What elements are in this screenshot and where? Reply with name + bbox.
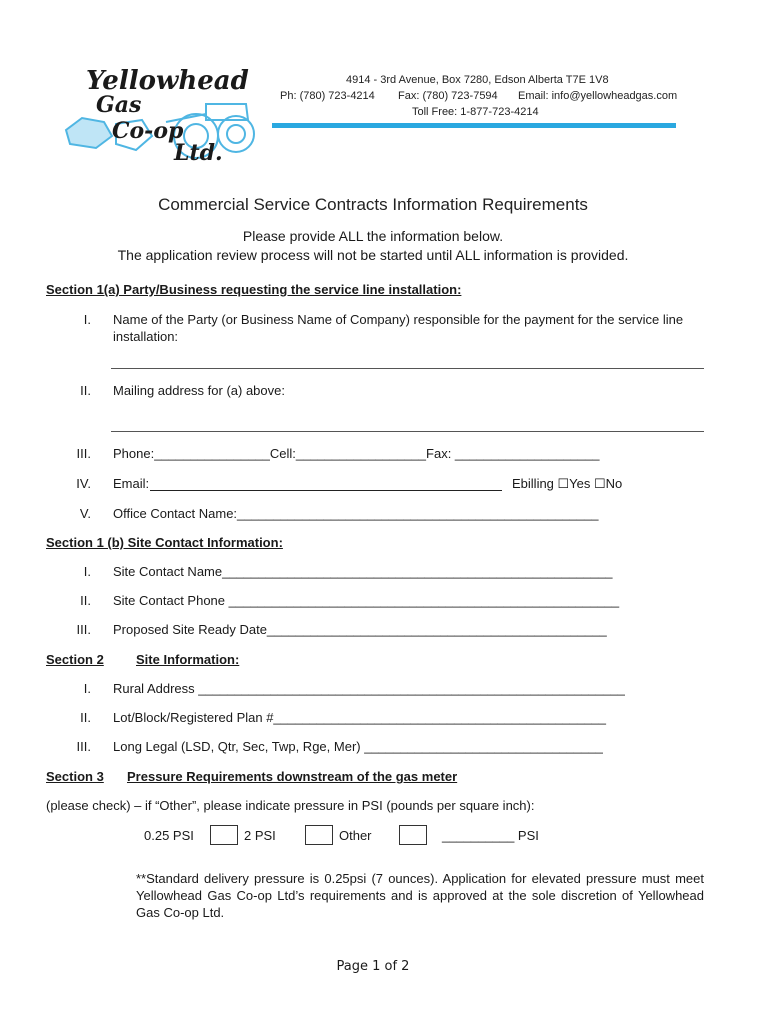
item-number: III. (76, 446, 91, 461)
site-contact-name-field[interactable]: Site Contact Name______________________________________________________ (113, 564, 613, 579)
section-3-heading: Pressure Requirements downstream of the gas meter (127, 769, 458, 784)
logo-word-yellowhead: Yellowhead (86, 66, 249, 96)
item-number: II. (80, 383, 91, 398)
party-name-field[interactable] (111, 368, 704, 369)
checkbox-025-psi[interactable] (210, 825, 238, 845)
item-number: II. (80, 593, 91, 608)
header-phone: Ph: (780) 723-4214 (280, 90, 375, 102)
email-label: Email: (113, 476, 150, 491)
logo-word-ltd: Ltd. (174, 140, 223, 166)
site-contact-phone-field[interactable]: Site Contact Phone ______________________________________________________ (113, 593, 620, 608)
section-3-number: Section 3 (46, 769, 104, 784)
item-number: II. (80, 710, 91, 725)
option-label-2-psi: 2 PSI (244, 828, 276, 843)
office-contact-field[interactable]: Office Contact Name:__________________________________________________ (113, 506, 599, 521)
email-field[interactable] (150, 490, 502, 491)
section-2-number: Section 2 (46, 652, 104, 667)
pressure-note: **Standard delivery pressure is 0.25psi (7 ounces). Application for elevated pressure must meet Yellowhead Gas Co-op Ltd’s requirements and is approved at the sole discretion of Yellowhead Gas Co-op Ltd. (136, 871, 704, 920)
page-title: Commercial Service Contracts Information Requirements (158, 195, 588, 214)
header-fax: Fax: (780) 723-7594 (398, 90, 498, 102)
item-number: I. (83, 312, 91, 327)
item-number: IV. (76, 476, 91, 491)
header-accent-rule (272, 123, 676, 128)
company-logo (56, 64, 266, 176)
checkbox-other[interactable] (399, 825, 427, 845)
pressure-instruction: (please check) – if “Other”, please indicate pressure in PSI (pounds per square inch): (46, 798, 535, 813)
section-1a-heading: Section 1(a) Party/Business requesting the service line installation: (46, 282, 462, 297)
intro-line-2: The application review process will not be started until ALL information is provided. (117, 247, 629, 263)
logo-word-coop: Co-op (112, 118, 184, 144)
party-name-label: Name of the Party (or Business Name of Company) responsible for the payment for the service line installation: (113, 312, 684, 344)
header-email: Email: info@yellowheadgas.com (518, 90, 678, 102)
long-legal-field[interactable]: Long Legal (LSD, Qtr, Sec, Twp, Rge, Mer) _________________________________ (113, 739, 603, 754)
option-label-other: Other (339, 828, 372, 843)
page-number: Page 1 of 2 (336, 959, 410, 974)
section-1b-heading: Section 1 (b) Site Contact Information: (46, 535, 283, 550)
header-toll-free: Toll Free: 1-877-723-4214 (412, 106, 539, 118)
ebilling-options[interactable]: Ebilling ☐Yes ☐No (512, 476, 623, 491)
header-address: 4914 - 3rd Avenue, Box 7280, Edson Alberta T7E 1V8 (346, 74, 609, 86)
checkbox-2-psi[interactable] (305, 825, 333, 845)
mailing-address-field[interactable] (111, 431, 704, 432)
rural-address-field[interactable]: Rural Address ___________________________________________________________ (113, 681, 625, 696)
intro-line-1: Please provide ALL the information below. (242, 228, 504, 244)
section-2-heading: Site Information: (136, 652, 240, 667)
other-psi-field[interactable]: __________ PSI (442, 828, 539, 843)
option-label-025-psi: 0.25 PSI (144, 828, 194, 843)
item-number: I. (83, 681, 91, 696)
item-number: III. (76, 622, 91, 637)
item-number: V. (79, 506, 91, 521)
item-number: I. (83, 564, 91, 579)
site-ready-date-field[interactable]: Proposed Site Ready Date_______________________________________________ (113, 622, 607, 637)
logo-word-gas: Gas (96, 92, 142, 118)
phone-cell-fax-fields[interactable]: Phone:________________Cell:__________________Fax: ____________________ (113, 446, 600, 461)
item-number: III. (76, 739, 91, 754)
registered-plan-field[interactable]: Lot/Block/Registered Plan #______________________________________________ (113, 710, 607, 725)
mailing-address-label: Mailing address for (a) above: (113, 383, 285, 398)
